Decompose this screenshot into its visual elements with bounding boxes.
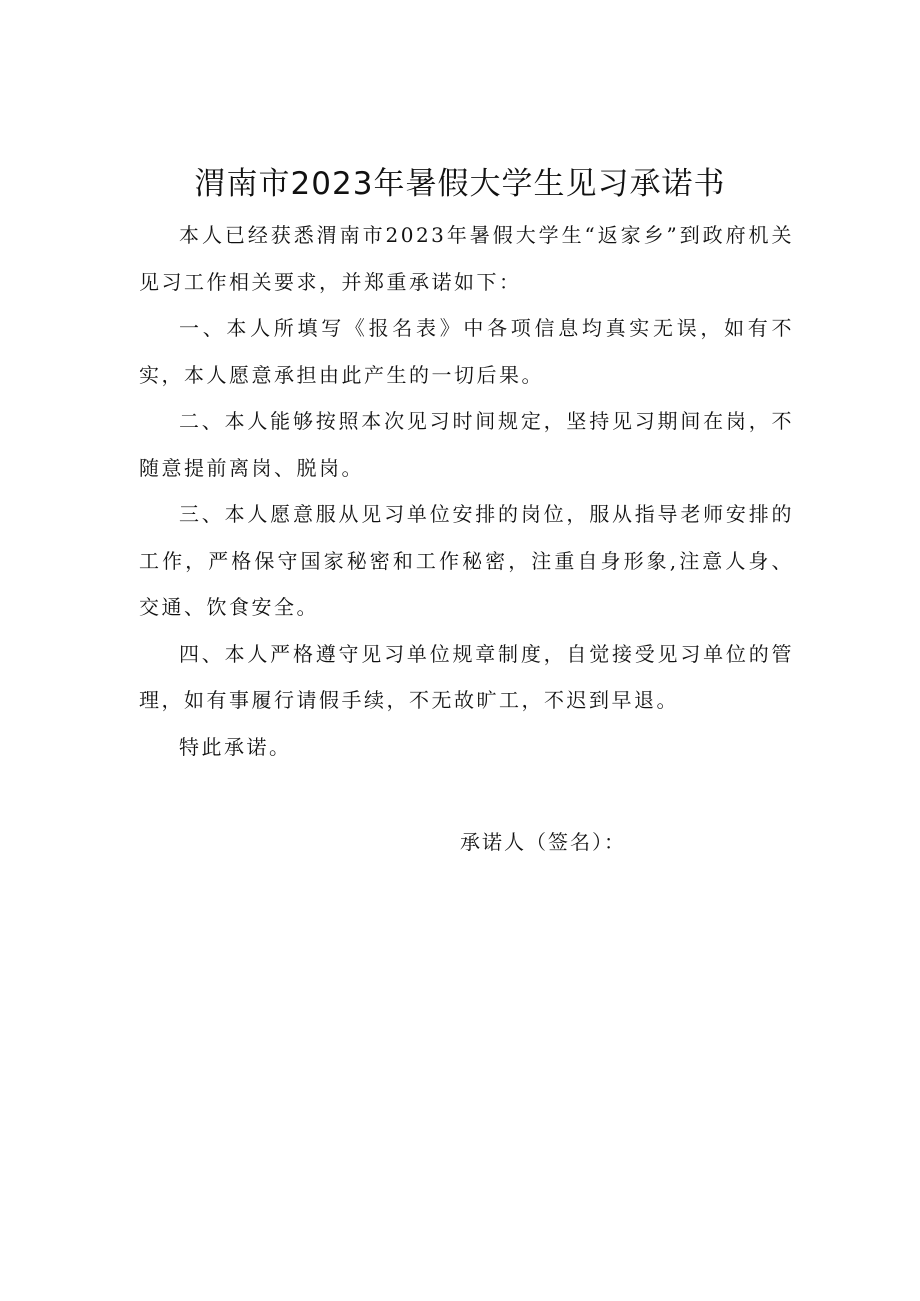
document-title: 渭南市2023年暑假大学生见习承诺书 bbox=[194, 165, 726, 202]
intro-paragraph: 本人已经获悉渭南市2023年暑假大学生“返家乡”到政府机关见习工作相关要求，并郑重承诺如下： bbox=[139, 223, 794, 294]
pledge-item-1: 一、本人所填写《报名表》中各项信息均真实无误，如有不实，本人愿意承担由此产生的一切后果。 bbox=[139, 316, 794, 387]
pledge-item-2: 二、本人能够按照本次见习时间规定，坚持见习期间在岗，不随意提前离岗、脱岗。 bbox=[139, 409, 794, 480]
signature-label: 承诺人（签名）： bbox=[460, 830, 626, 854]
pledge-item-4: 四、本人严格遵守见习单位规章制度，自觉接受见习单位的管理，如有事履行请假手续，不无故旷工，不迟到早退。 bbox=[139, 641, 794, 712]
closing-statement: 特此承诺。 bbox=[179, 734, 292, 759]
document-body bbox=[139, 212, 794, 770]
pledge-item-3: 三、本人愿意服从见习单位安排的岗位，服从指导老师安排的工作，严格保守国家秘密和工作秘密，注重自身形象,注意人身、交通、饮食安全。 bbox=[139, 502, 794, 619]
